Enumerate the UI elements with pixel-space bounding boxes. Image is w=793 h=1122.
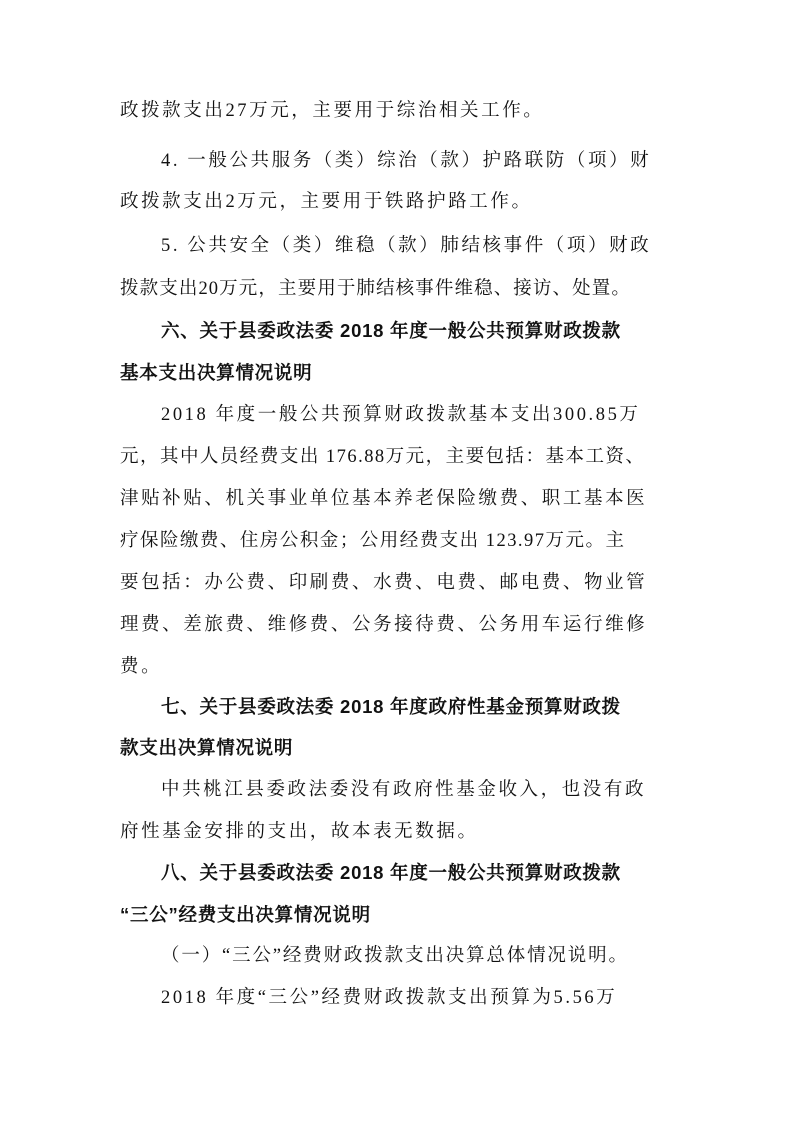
section-heading: 款支出决算情况说明 (120, 737, 294, 758)
body-line: 疗保险缴费、住房公积金；公用经费支出 123.97万元。主 (120, 531, 626, 551)
body-line: 府性基金安排的支出，故本表无数据。 (120, 822, 479, 842)
body-line: 4. 一般公共服务（类）综治（款）护路联防（项）财 (161, 151, 652, 171)
body-line: 津贴补贴、机关事业单位基本养老保险缴费、职工基本医 (120, 489, 648, 509)
body-line: 拨款支出20万元，主要用于肺结核事件维稳、接访、处置。 (120, 279, 631, 299)
body-line: 要包括：办公费、印刷费、水费、电费、邮电费、物业管 (120, 573, 648, 593)
section-heading: 八、关于县委政法委 2018 年度一般公共预算财政拨款 (161, 862, 621, 883)
section-heading: 六、关于县委政法委 2018 年度一般公共预算财政拨款 (161, 320, 621, 341)
body-line: 元，其中人员经费支出 176.88万元，主要包括：基本工资、 (120, 447, 646, 467)
body-line: 费。 (120, 657, 163, 677)
body-line: 政拨款支出2万元，主要用于铁路护路工作。 (120, 192, 533, 212)
body-line: 理费、差旅费、维修费、公务接待费、公务用车运行维修 (120, 615, 648, 635)
subsection-line: （一）“三公”经费财政拨款支出决算总体情况说明。 (161, 946, 629, 966)
section-heading: “三公”经费支出决算情况说明 (120, 904, 371, 925)
section-heading: 七、关于县委政法委 2018 年度政府性基金预算财政拨 (161, 696, 621, 717)
body-line: 2018 年度一般公共预算财政拨款基本支出300.85万 (161, 405, 641, 425)
body-line: 政拨款支出27万元，主要用于综治相关工作。 (120, 101, 545, 121)
body-line: 5. 公共安全（类）维稳（款）肺结核事件（项）财政 (161, 236, 652, 256)
body-line: 中共桃江县委政法委没有政府性基金收入，也没有政 (161, 780, 647, 800)
body-line: 2018 年度“三公”经费财政拨款支出预算为5.56万 (161, 988, 618, 1008)
section-heading: 基本支出决算情况说明 (120, 362, 313, 383)
